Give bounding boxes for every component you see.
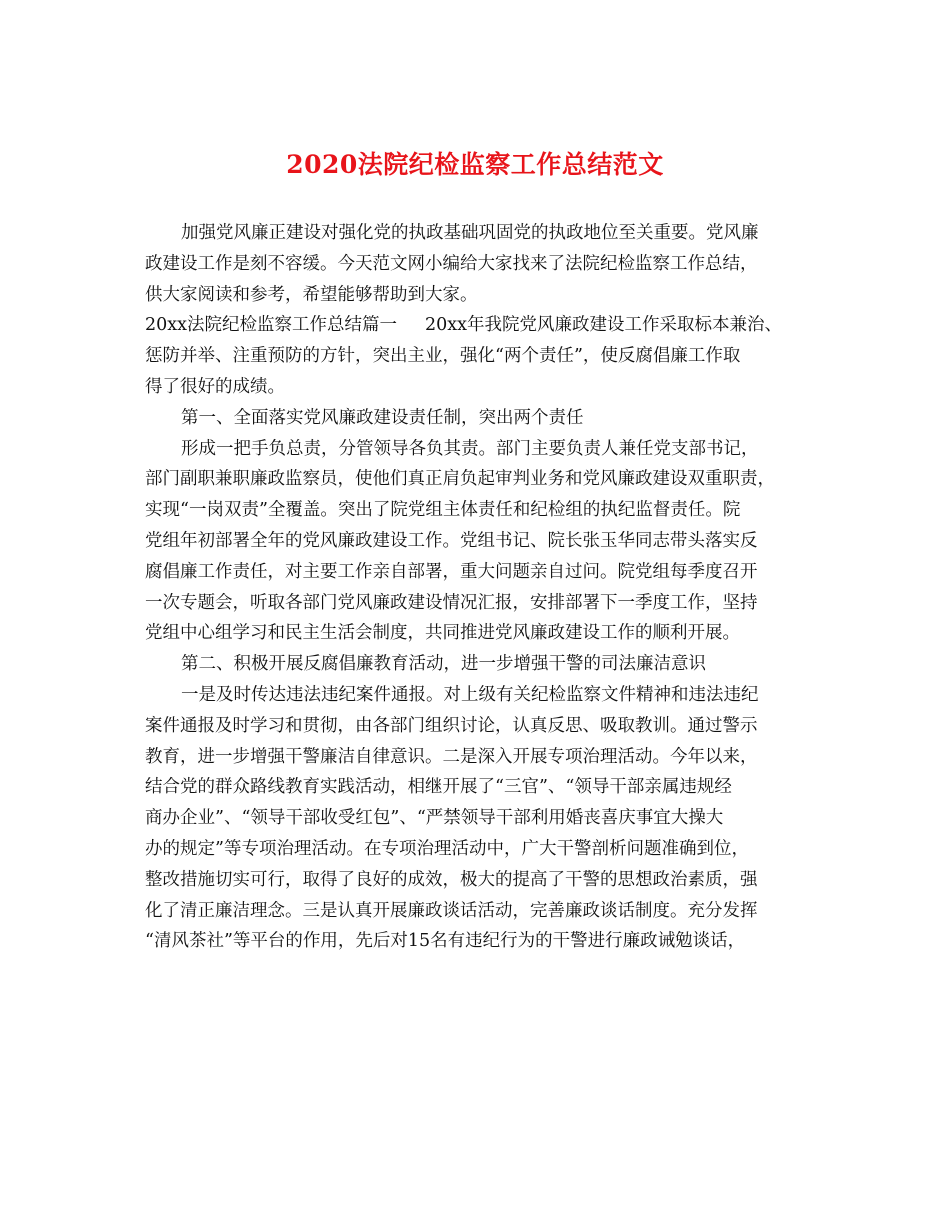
paragraph-line: 实现“一岗双责”全覆盖。突出了院党组主体责任和纪检组的执纪监督责任。院 bbox=[145, 500, 741, 521]
paragraph-line: 一次专题会，听取各部门党风廉政建设情况汇报，安排部署下一季度工作，坚持 bbox=[145, 592, 758, 613]
paragraph-line: 部门副职兼职廉政监察员，使他们真正肩负起审判业务和党风廉政建设双重职责， bbox=[145, 469, 775, 490]
paragraph-line: 结合党的群众路线教育实践活动，相继开展了“三官”、“领导干部亲属违规经 bbox=[145, 777, 732, 798]
paragraph-line: 形成一把手负总责，分管领导各负其责。部门主要负责人兼任党支部书记， bbox=[181, 438, 759, 459]
section-heading: 第一、全面落实党风廉政建设责任制，突出两个责任 bbox=[181, 407, 584, 428]
paragraph-line: “清风茶社”等平台的作用，先后对15名有违纪行为的干警进行廉政诫勉谈话， bbox=[145, 931, 746, 952]
paragraph-line: 商办企业”、“领导干部收受红包”、“严禁领导干部利用婚丧喜庆事宜大操大 bbox=[145, 808, 724, 829]
section-heading: 20xx法院纪检监察工作总结篇一 bbox=[145, 315, 398, 336]
paragraph-line: 整改措施切实可行，取得了良好的成效，极大的提高了干警的思想政治素质，强 bbox=[145, 869, 758, 890]
paragraph-line: 党组中心组学习和民主生活会制度，共同推进党风廉政建设工作的顺利开展。 bbox=[145, 623, 740, 644]
paragraph-line: 党组年初部署全年的党风廉政建设工作。党组书记、院长张玉华同志带头落实反 bbox=[145, 530, 758, 551]
paragraph-line: 案件通报及时学习和贯彻，由各部门组织讨论，认真反思、吸取教训。通过警示 bbox=[145, 715, 758, 736]
paragraph-line: 政建设工作是刻不容缓。今天范文网小编给大家找来了法院纪检监察工作总结， bbox=[145, 253, 758, 274]
section-heading: 第二、积极开展反腐倡廉教育活动，进一步增强干警的司法廉洁意识 bbox=[181, 654, 706, 675]
paragraph-line: 办的规定”等专项治理活动。在专项治理活动中，广大干警剖析问题准确到位， bbox=[145, 838, 749, 859]
paragraph-line: 化了清正廉洁理念。三是认真开展廉政谈话活动，完善廉政谈话制度。充分发挥 bbox=[145, 900, 758, 921]
paragraph-line: 腐倡廉工作责任，对主要工作亲自部署，重大问题亲自过问。院党组每季度召开 bbox=[145, 561, 758, 582]
paragraph-line: 惩防并举、注重预防的方针，突出主业，强化“两个责任”，使反腐倡廉工作取 bbox=[145, 346, 741, 367]
paragraph-line: 得了很好的成绩。 bbox=[145, 376, 285, 397]
paragraph-line: 供大家阅读和参考，希望能够帮助到大家。 bbox=[145, 284, 478, 305]
paragraph-line bbox=[145, 310, 815, 341]
document-title: 2020法院纪检监察工作总结范文 bbox=[286, 150, 664, 179]
paragraph-text: 20xx年我院党风廉政建设工作采取标本兼治、 bbox=[425, 315, 783, 336]
paragraph-line: 一是及时传达违法违纪案件通报。对上级有关纪检监察文件精神和违法违纪 bbox=[181, 684, 759, 705]
document-body bbox=[145, 218, 815, 957]
paragraph-line: 教育，进一步增强干警廉洁自律意识。二是深入开展专项治理活动。今年以来， bbox=[145, 746, 758, 767]
paragraph-line: 加强党风廉正建设对强化党的执政基础巩固党的执政地位至关重要。党风廉 bbox=[181, 223, 759, 243]
